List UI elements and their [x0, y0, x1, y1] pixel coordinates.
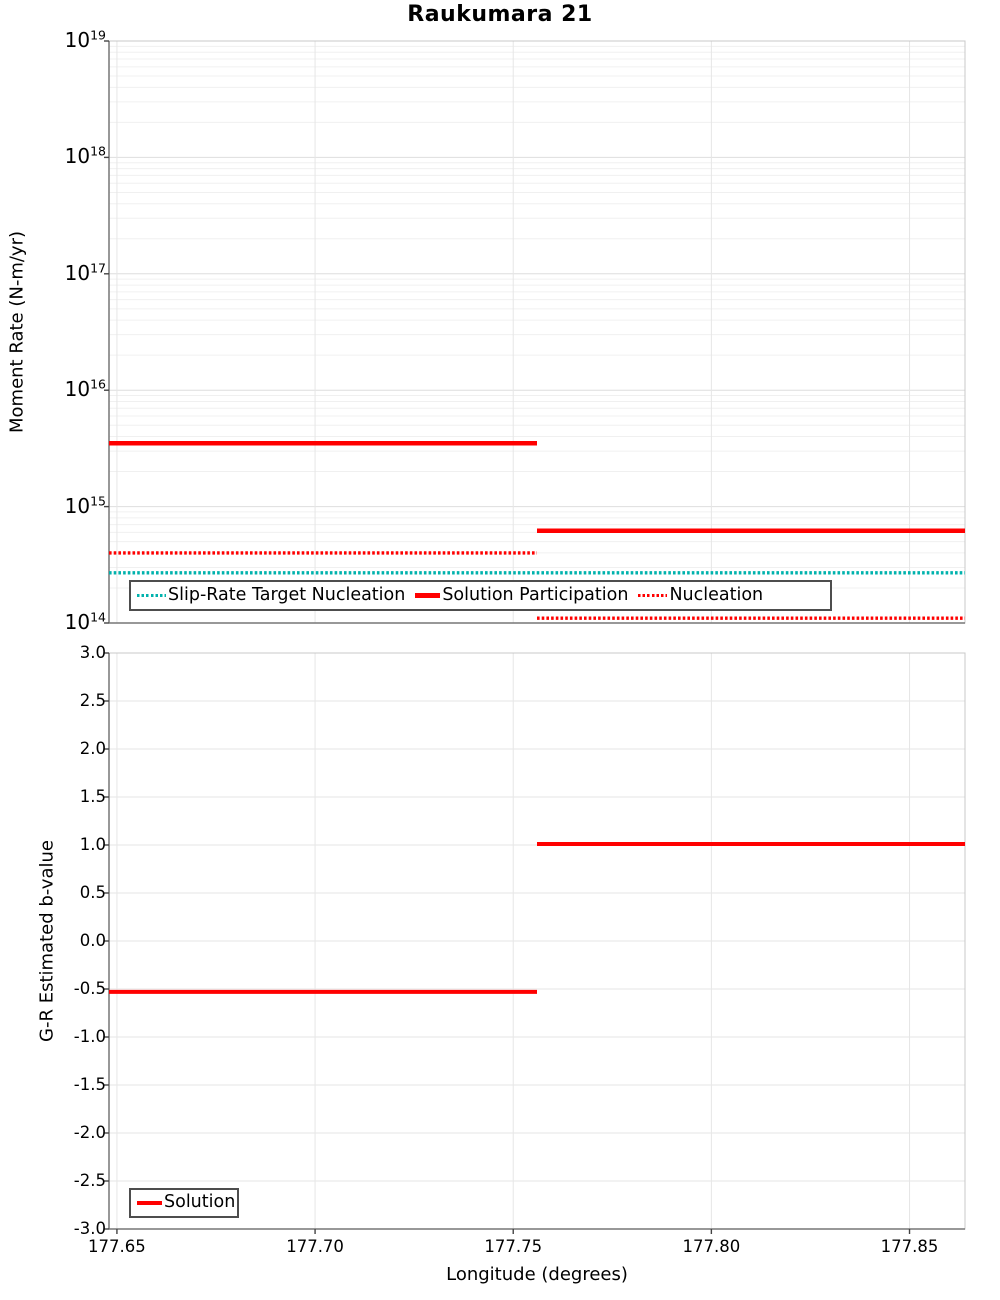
legend-moment-rate: [129, 580, 832, 611]
legend-dotted-line-sample-icon: [638, 594, 667, 597]
y-tick-label-1e15: $10^{15}$: [64, 492, 106, 518]
legend-item-solution-participation: [415, 584, 629, 605]
x-tick-label-177.75: 177.75: [484, 1237, 543, 1256]
x-tick-label-177.80: 177.80: [682, 1237, 741, 1256]
y-tick-label-1e14: $10^{14}$: [64, 609, 106, 634]
y-tick-label--2.5: -2.5: [73, 1170, 106, 1190]
y-tick-label-2.0: 2.0: [79, 738, 106, 758]
y-tick-label--2.0: -2.0: [73, 1122, 106, 1142]
y-tick-label-1e17: $10^{17}$: [64, 260, 106, 285]
y-tick-label-3.0: 3.0: [79, 642, 106, 662]
x-tick-label-177.65: 177.65: [88, 1237, 146, 1256]
chart-title: Raukumara 21: [407, 2, 593, 27]
y-tick-label-1e19: $10^{19}$: [64, 27, 106, 52]
y-tick-label--1.5: -1.5: [73, 1074, 106, 1094]
panel-border: [109, 41, 965, 623]
x-axis-label: Longitude (degrees): [446, 1264, 628, 1285]
legend-solid-line-sample-icon: [415, 593, 440, 598]
y-axis-label-b-value: G-R Estimated b-value: [36, 840, 58, 1042]
y-tick-label-0.0: 0.0: [79, 930, 106, 950]
y-tick-label--3.0: -3.0: [73, 1218, 106, 1238]
legend-item-solution: [137, 1194, 235, 1212]
legend-solid-line-sample-icon: [137, 1201, 162, 1206]
y-tick-label-1.0: 1.0: [79, 834, 106, 854]
y-tick-label-1e16: $10^{16}$: [64, 376, 106, 402]
y-tick-label--0.5: -0.5: [73, 978, 106, 998]
legend-b-value: [129, 1188, 239, 1218]
legend-item-label: Nucleation: [669, 584, 764, 605]
legend-item-label: Solution Participation: [442, 584, 629, 605]
legend-item-slip-rate-target-nucleation: [137, 584, 406, 605]
x-tick-label-177.85: 177.85: [880, 1237, 939, 1256]
y-tick-label--1.0: -1.0: [73, 1026, 106, 1046]
legend-item-label: Slip-Rate Target Nucleation: [168, 584, 406, 605]
y-tick-label-1.5: 1.5: [79, 786, 106, 806]
x-tick-label-177.70: 177.70: [286, 1237, 344, 1256]
legend-item-nucleation: [638, 584, 764, 605]
y-axis-label-moment-rate: Moment Rate (N-m/yr): [6, 231, 28, 433]
legend-dotted-line-sample-icon: [137, 594, 166, 597]
legend-item-label: Solution: [164, 1192, 236, 1213]
y-tick-label-2.5: 2.5: [79, 690, 106, 710]
y-tick-label-1e18: $10^{18}$: [64, 143, 106, 169]
y-tick-label-0.5: 0.5: [79, 882, 106, 902]
